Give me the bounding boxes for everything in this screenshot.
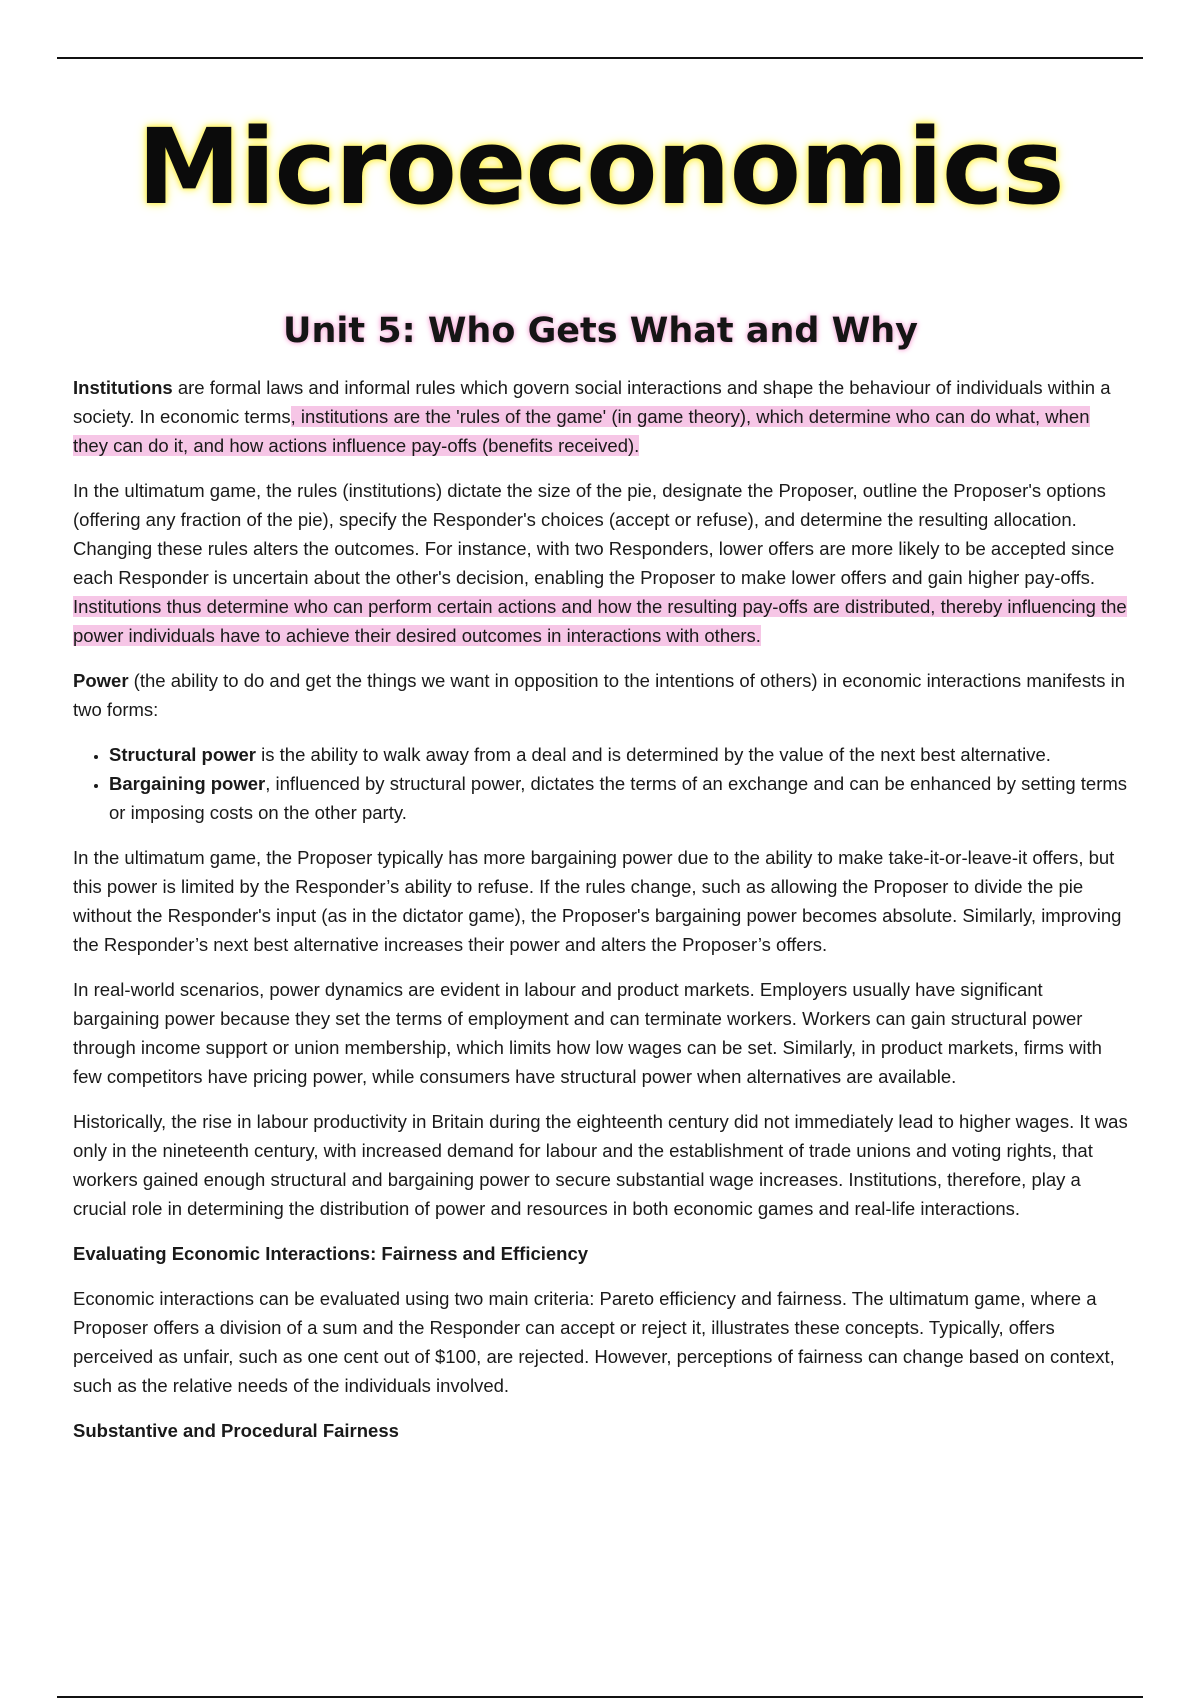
term-power: Power: [73, 670, 129, 691]
paragraph-institutions: Institutions are formal laws and informal rules which govern social interactions and shape the behaviour of individuals within a society. In economic terms, institutions are the 'rules of the game' (in game theory), which determine who can do what, when they can do it, and how actions influence pay-offs (benefits received).: [73, 377, 1111, 456]
section-heading-substantive-procedural: Substantive and Procedural Fairness: [73, 1420, 399, 1441]
term-institutions: Institutions: [73, 377, 173, 398]
paragraph-power: Power (the ability to do and get the things we want in opposition to the intentions of others) in economic interactions manifests in two forms:: [73, 670, 1126, 720]
paragraph-proposer-power: In the ultimatum game, the Proposer typically has more bargaining power due to the ability to make take-it-or-leave-it offers, but this power is limited by the Responder’s ability to refuse. If the rules change, such as allowing the Proposer to divide the pie without the Responder's input (as in the dictator game), the Proposer's bargaining power becomes absolute. Similarly, improving the Responder’s next best alternative increases their power and alters the Proposer’s offers.: [73, 847, 1122, 955]
paragraph-history: Historically, the rise in labour productivity in Britain during the eighteenth century did not immediately lead to higher wages. It was only in the nineteenth century, with increased demand for labour and the establishment of trade unions and voting rights, that workers gained enough structural and bargaining power to secure substantial wage increases. Institutions, therefore, play a crucial role in determining the distribution of power and resources in both economic games and real-life interactions.: [73, 1111, 1128, 1219]
power-forms-list: [73, 740, 1128, 827]
document-body: [73, 105, 1128, 1461]
list-item-structural-power: • Structural power is the ability to walk away from a deal and is determined by the value of the next best alternative.: [109, 740, 1128, 769]
list-item-bargaining-power: • Bargaining power, influenced by structural power, dictates the terms of an exchange and can be enhanced by setting terms or imposing costs on the other party.: [109, 769, 1128, 827]
highlight-institutions-power: Institutions thus determine who can perform certain actions and how the resulting pay-offs are distributed, thereby influencing the power individuals have to achieve their desired outcomes in interactions with others.: [73, 596, 1127, 646]
section-heading-fairness-efficiency: Evaluating Economic Interactions: Fairness and Efficiency: [73, 1243, 589, 1264]
top-rule: [57, 57, 1143, 59]
highlight-rules-of-game: , institutions are the 'rules of the game' (in game theory), which determine who can do what, when they can do it, and how actions influence pay-offs (benefits received).: [73, 406, 1090, 456]
paragraph-evaluating: Economic interactions can be evaluated using two main criteria: Pareto efficiency and fairness. The ultimatum game, where a Proposer offers a division of a sum and the Responder can accept or reject it, illustrates these concepts. Typically, offers perceived as unfair, such as one cent out of $100, are rejected. However, perceptions of fairness can change based on context, such as the relative needs of the individuals involved.: [73, 1288, 1115, 1396]
page-title: Microeconomics: [137, 106, 1064, 228]
paragraph-real-world: In real-world scenarios, power dynamics are evident in labour and product markets. Employers usually have significant bargaining power because they set the terms of employment and can terminate workers. Workers can gain structural power through income support or union membership, which limits how low wages can be set. Similarly, in product markets, firms with few competitors have pricing power, while consumers have structural power when alternatives are available.: [73, 979, 1102, 1087]
paragraph-ultimatum-rules: In the ultimatum game, the rules (institutions) dictate the size of the pie, designate the Proposer, outline the Proposer's options (offering any fraction of the pie), specify the Responder's choices (accept or refuse), and determine the resulting allocation. Changing these rules alters the outcomes. For instance, with two Responders, lower offers are more likely to be accepted since each Responder is uncertain about the other's decision, enabling the Proposer to make lower offers and gain higher pay-offs. Institutions thus determine who can perform certain actions and how the resulting pay-offs are distributed, thereby influencing the power individuals have to achieve their desired outcomes in interactions with others.: [73, 480, 1127, 646]
unit-title: Unit 5: Who Gets What and Why: [283, 311, 918, 351]
bottom-rule: [57, 1696, 1143, 1698]
